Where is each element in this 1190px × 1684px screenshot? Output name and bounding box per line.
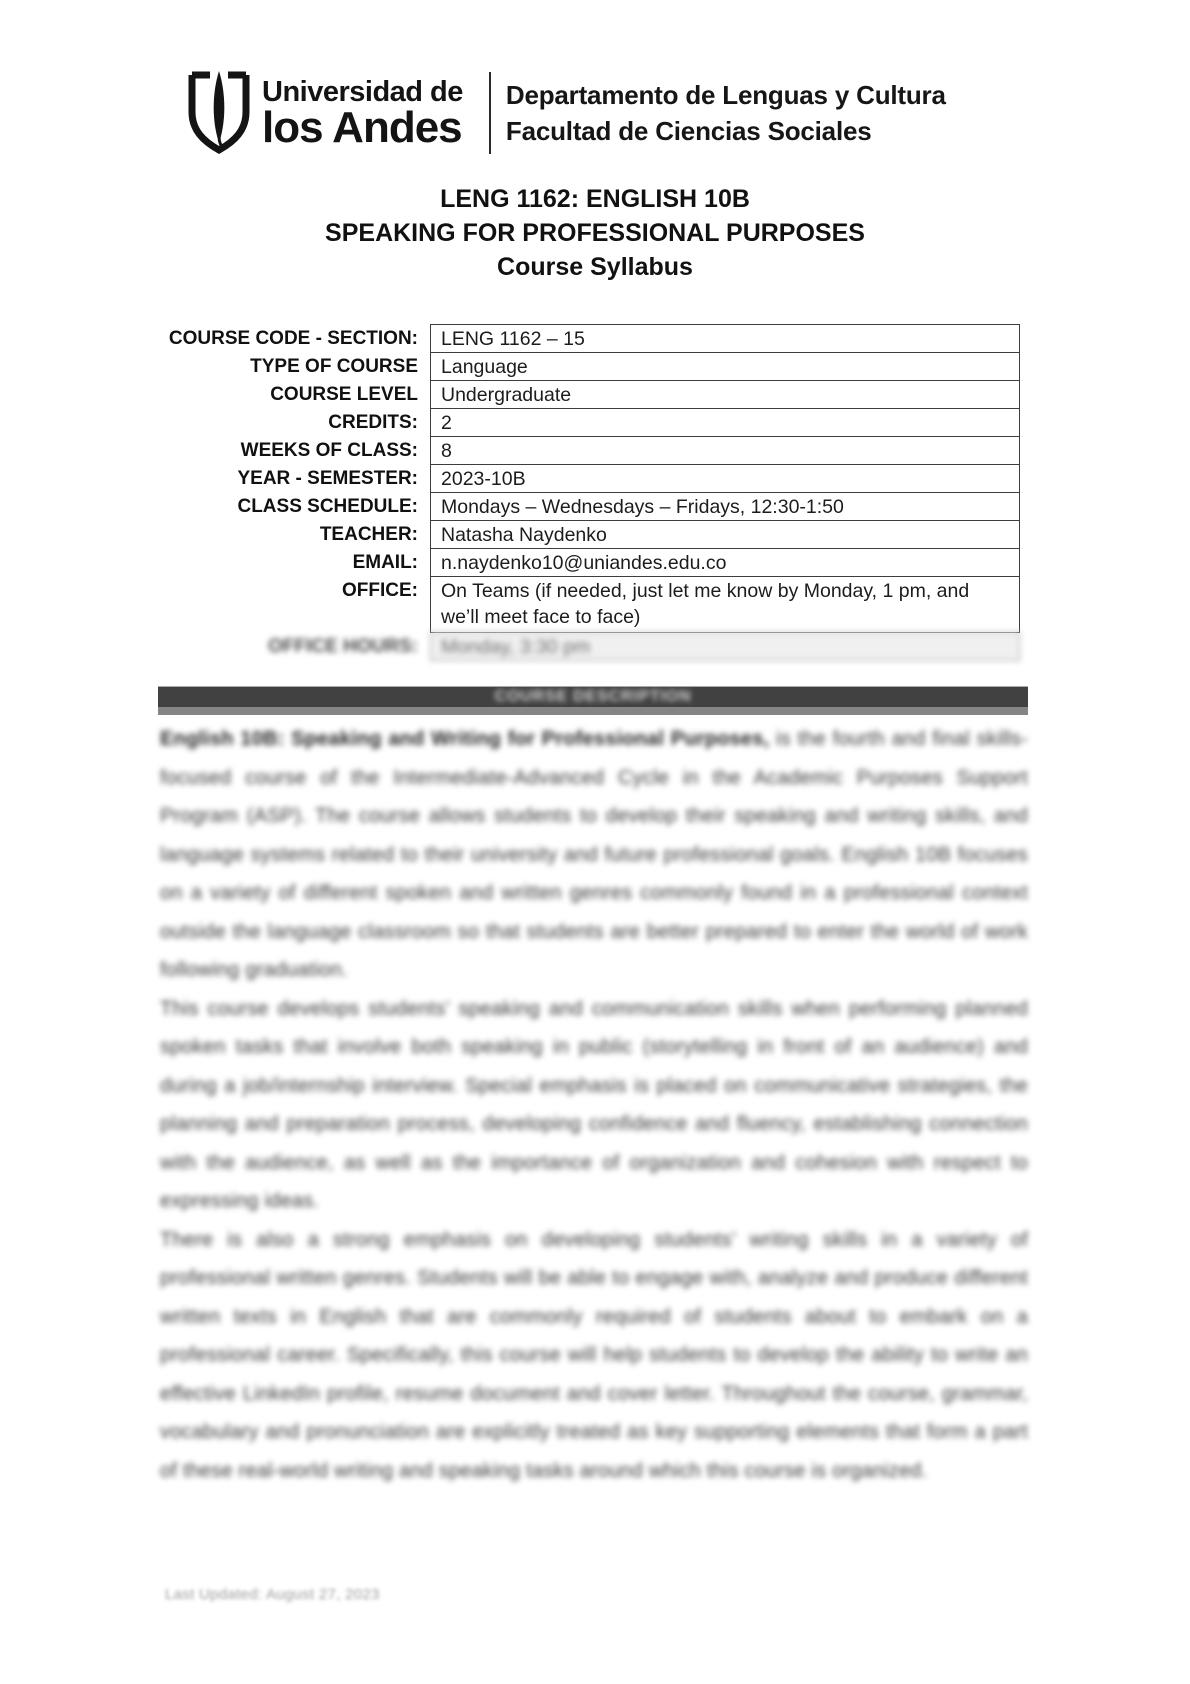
row-label: OFFICE: — [342, 580, 418, 601]
row-label: TEACHER: — [319, 524, 418, 545]
row-value: Monday, 3:30 pm — [430, 632, 1020, 661]
university-name-line1: Universidad de — [262, 76, 463, 108]
row-value: 8 — [430, 436, 1020, 465]
last-updated-footer: Last Updated: August 27, 2023 — [165, 1586, 380, 1603]
row-value: Natasha Naydenko — [430, 520, 1020, 549]
row-value: Language — [430, 352, 1020, 381]
document-type-title: Course Syllabus — [497, 253, 693, 281]
table-row — [160, 437, 1020, 465]
section-header-banner — [158, 686, 1028, 715]
table-row — [160, 549, 1020, 577]
course-description-body — [160, 720, 1028, 1490]
row-value: Undergraduate — [430, 380, 1020, 409]
department-block — [506, 77, 946, 149]
table-row — [160, 493, 1020, 521]
table-row — [160, 353, 1020, 381]
course-code-title: LENG 1162: ENGLISH 10B — [440, 185, 750, 213]
row-label: CLASS SCHEDULE: — [237, 496, 418, 517]
faculty-name: Facultad de Ciencias Sociales — [505, 116, 872, 146]
row-label: YEAR - SEMESTER: — [237, 468, 418, 489]
row-value: LENG 1162 – 15 — [430, 324, 1020, 353]
table-row — [160, 381, 1020, 409]
university-name-line2: los Andes — [262, 103, 462, 152]
course-name-title: SPEAKING FOR PROFESSIONAL PURPOSES — [325, 219, 865, 247]
section-header-label: COURSE DESCRIPTION — [494, 688, 692, 705]
uniandes-shield-logo-icon — [183, 70, 255, 156]
university-brand-header — [183, 70, 946, 156]
table-row — [160, 325, 1020, 353]
row-value: Mondays – Wednesdays – Fridays, 12:30-1:50 — [430, 492, 1020, 521]
course-info-table — [160, 325, 1020, 661]
row-label: CREDITS: — [328, 412, 418, 433]
paragraph-lead-bold: English 10B: Speaking and Writing for Professional Purposes, — [160, 728, 770, 750]
table-row — [160, 521, 1020, 549]
brand-divider — [489, 72, 491, 154]
table-row-office-hours-blurred — [160, 633, 1020, 661]
paragraph-rest: is the fourth and final skills-focused course of the Intermediate-Advanced Cycle in the Academic Purposes Support Program (ASP). The course allows students to develop their speaking and writing skills, and language systems related to their university and future professional goals. English 10B focuses on a variety of different spoken and written genres commonly found in a professional context outside the language classroom so that students are better prepared to enter the world of work following graduation. — [160, 728, 1028, 981]
table-row — [160, 465, 1020, 493]
table-row — [160, 577, 1020, 633]
description-paragraph-1 — [160, 720, 1028, 990]
row-label: EMAIL: — [352, 552, 418, 573]
row-value: 2 — [430, 408, 1020, 437]
course-title-block — [0, 182, 1190, 284]
department-name: Departamento de Lenguas y Cultura — [505, 80, 946, 110]
row-value: 2023-10B — [430, 464, 1020, 493]
row-label: TYPE OF COURSE — [250, 356, 418, 377]
row-label: COURSE LEVEL — [270, 384, 418, 405]
row-label: COURSE CODE - SECTION: — [168, 328, 418, 349]
table-row — [160, 409, 1020, 437]
row-label: WEEKS OF CLASS: — [240, 440, 418, 461]
description-paragraph-2: This course develops students’ speaking and communication skills when performing planned spoken tasks that involve both speaking in public (storytelling in front of an audience) and during a job/internship interview. Special emphasis is placed on communicative strategies, the planning and preparation process, developing confidence and fluency, establishing connection with the audience, as well as the importance of organization and cohesion with respect to expressing ideas. — [160, 997, 1028, 1212]
row-value: n.naydenko10@uniandes.edu.co — [430, 548, 1020, 577]
university-wordmark — [262, 76, 463, 152]
row-label: OFFICE HOURS: — [268, 636, 418, 657]
row-value: On Teams (if needed, just let me know by Monday, 1 pm, and we’ll meet face to face) — [430, 576, 1020, 633]
description-paragraph-3: There is also a strong emphasis on developing students’ writing skills in a variety of professional written genres. Students will be able to engage with, analyze and produce different written texts in English that are commonly required of students about to embark on a professional career. Specifically, this course will help students to develop the ability to write an effective LinkedIn profile, resume document and cover letter. Throughout the course, grammar, vocabulary and pronunciation are explicitly treated as key supporting elements that form a part of these real-world writing and speaking tasks around which this course is organized. — [160, 1228, 1028, 1482]
